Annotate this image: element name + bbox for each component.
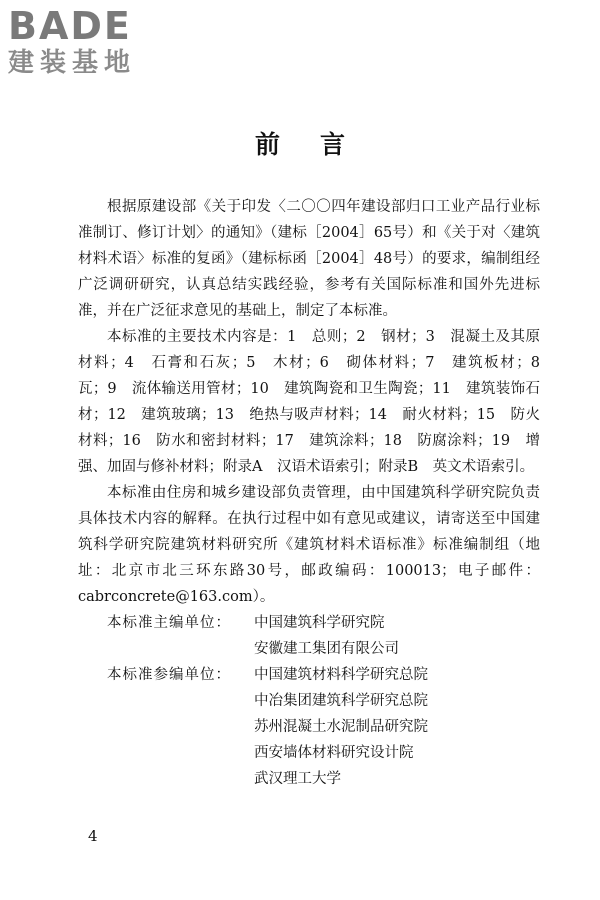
chief-editor-unit: 安徽建工集团有限公司 bbox=[254, 641, 399, 657]
paragraph-management: 本标准由住房和城乡建设部负责管理，由中国建筑科学研究院负责具体技术内容的解释。在执行过程中如有意见或建议，请寄送至中国建筑科学研究院建筑材料研究所《建筑材料术语标准》标准编制组（地址：北京市北三环东路30号，邮政编码：100013；电子邮件：cabrconcrete@163.com）。 bbox=[78, 485, 540, 605]
paragraph-contents: 本标准的主要技术内容是：1 总则；2 钢材；3 混凝土及其原材料；4 石膏和石灰；5 木材；6 砌体材料；7 建筑板材；8 瓦；9 流体输送用管材；10 建筑陶瓷和卫生陶瓷；11 建筑装饰石材；12 建筑玻璃；13 绝热与吸声材料；14 耐火材料；15 防火材料；16 防水和密封材料；17 建筑涂料；18 防腐涂料；19 增强、加固与修补材料；附录A 汉语术语索引；附录B 英文术语索引。 bbox=[78, 329, 555, 475]
page-number: 4 bbox=[88, 827, 98, 845]
logo-subtitle: 建装基地 bbox=[8, 48, 137, 78]
participating-editor-unit: 西安墙体材料研究设计院 bbox=[254, 745, 414, 761]
chief-editors bbox=[78, 610, 540, 662]
participating-editor-unit: 中国建筑材料科学研究总院 bbox=[254, 667, 428, 683]
chief-editors-label: 本标准主编单位： bbox=[107, 615, 231, 631]
participating-editor-unit: 中冶集团建筑科学研究总院 bbox=[254, 693, 428, 709]
participating-editors-label: 本标准参编单位： bbox=[107, 667, 231, 683]
document-body bbox=[78, 194, 555, 792]
paragraph-basis: 根据原建设部《关于印发〈二〇〇四年建设部归口工业产品行业标准制订、修订计划〉的通知》（建标［2004］65号）和《关于对〈建筑材料术语〉标准的复函》（建标标函［2004］48号）的要求，编制组经广泛调研研究，认真总结实践经验，参考有关国际标准和国外先进标准，并在广泛征求意见的基础上，制定了本标准。 bbox=[78, 199, 540, 319]
chief-editor-unit: 中国建筑科学研究院 bbox=[254, 615, 385, 631]
site-logo bbox=[8, 4, 136, 78]
page-title: 前言 bbox=[254, 130, 385, 159]
logo-brand: BADE bbox=[8, 4, 132, 48]
participating-editor-unit: 苏州混凝土水泥制品研究院 bbox=[254, 719, 428, 735]
participating-editor-unit: 武汉理工大学 bbox=[254, 771, 341, 787]
participating-editors bbox=[78, 662, 540, 792]
